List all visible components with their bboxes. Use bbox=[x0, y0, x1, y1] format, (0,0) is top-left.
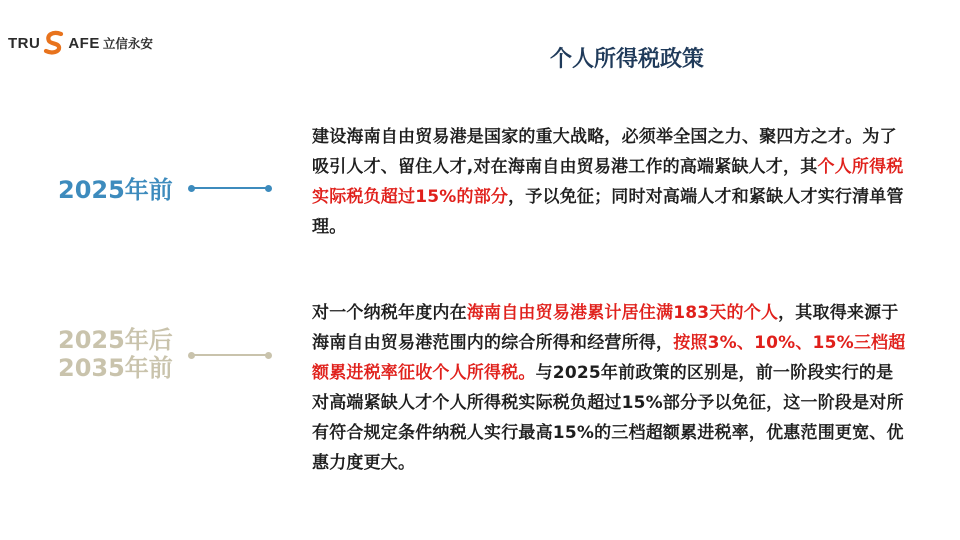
page-title: 个人所得税政策 bbox=[549, 47, 704, 72]
connector-dot-left bbox=[188, 352, 195, 359]
policy-paragraph-1 bbox=[312, 122, 908, 242]
trusafe-s-mark-icon bbox=[41, 30, 67, 56]
para2-text-2: ，其取得来源于海南自由贸易港范围内的综合所得和经营所得， bbox=[312, 303, 899, 353]
era-label-2025-2035 bbox=[58, 326, 173, 382]
era-label-before-2025: 2025年前 bbox=[58, 176, 173, 204]
timeline-connector-2 bbox=[188, 350, 272, 360]
connector-line bbox=[193, 187, 267, 189]
connector-dot-right bbox=[265, 185, 272, 192]
para1-text: 建设海南自由贸易港是国家的重大战略，必须举全国之力、聚四方之才。为了吸引人才、留住人才,对在海南自由贸易港工作的高端紧缺人才，其 bbox=[312, 127, 897, 177]
connector-dot-right bbox=[265, 352, 272, 359]
para2-highlight-1: 海南自由贸易港累计居住满183天的个人 bbox=[466, 303, 779, 323]
logo-chinese-name: 立信永安 bbox=[102, 36, 153, 51]
era-label-line-2: 2035年前 bbox=[58, 354, 173, 382]
era-label-line-1: 2025年后 bbox=[58, 326, 173, 354]
para2-highlight-2: 按照3%、10%、15%三档超额累进税率征收个人所得税。 bbox=[312, 333, 906, 383]
para1-highlight: 个人所得税实际税负超过15%的部分 bbox=[312, 157, 904, 207]
para1-text-end: ，予以免征；同时对高端人才和紧缺人才实行清单管理。 bbox=[312, 187, 904, 237]
logo-text-left: TRU bbox=[8, 34, 41, 52]
para2-text-1: 对一个纳税年度内在 bbox=[312, 303, 467, 323]
timeline-connector-1 bbox=[188, 183, 272, 193]
connector-line bbox=[193, 354, 267, 356]
connector-dot-left bbox=[188, 185, 195, 192]
company-logo bbox=[8, 30, 153, 56]
para2-text-3: 与2025年前政策的区别是，前一阶段实行的是对高端紧缺人才个人所得税实际税负超过15%部分予以免征，这一阶段是对所有符合规定条件纳税人实行最高15%的三档超额累进税率，优惠范围更宽、优惠力度更大。 bbox=[312, 363, 904, 473]
logo-text-right: AFE bbox=[68, 34, 100, 52]
policy-paragraph-2 bbox=[312, 298, 908, 478]
